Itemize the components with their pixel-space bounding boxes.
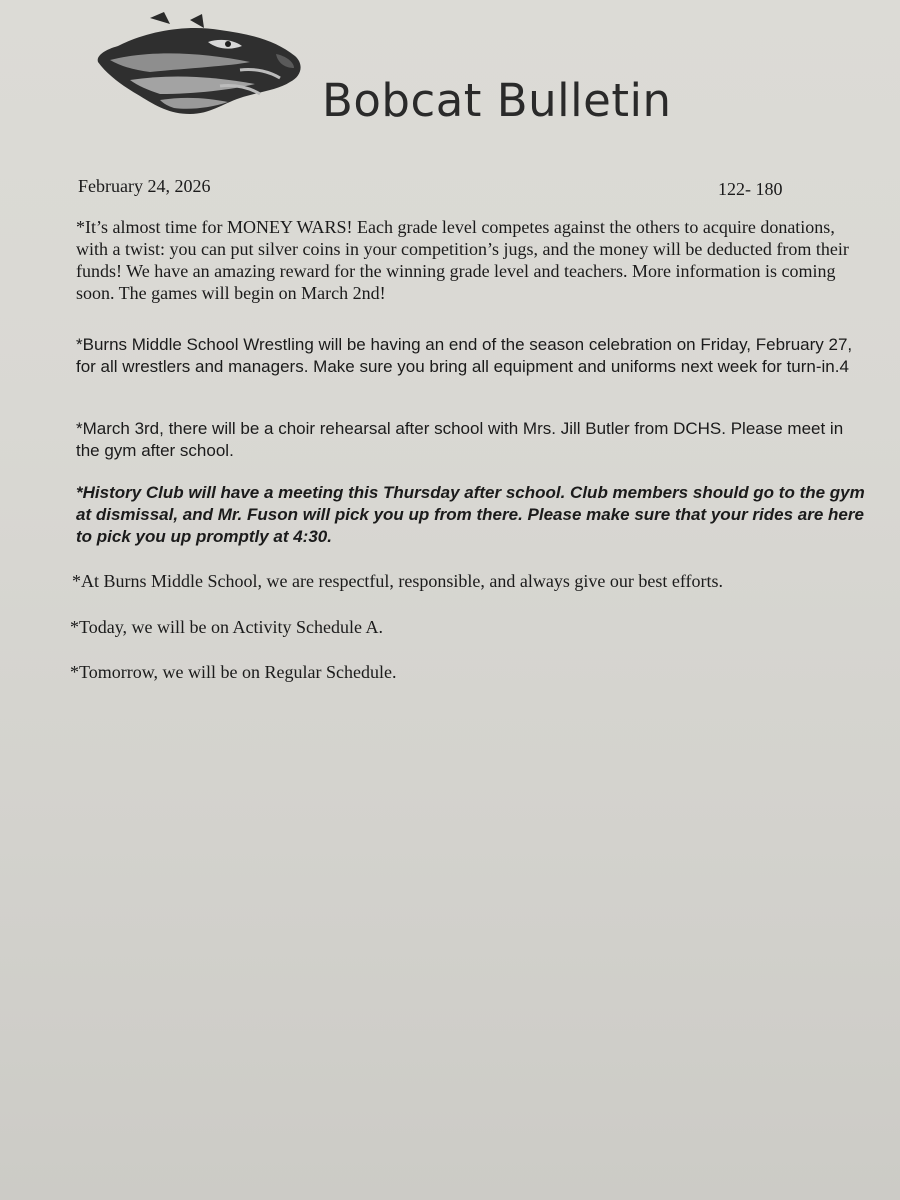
- announcement-tomorrow-schedule: *Tomorrow, we will be on Regular Schedule.: [70, 662, 397, 682]
- announcement-today-schedule: *Today, we will be on Activity Schedule A.: [70, 617, 384, 637]
- announcement-history-club: *History Club will have a meeting this Thursday after school. Club members should go to the gym at dismissal, and Mr. Fuson will pick you up from there. Please make sure that your rides are here to pick you up promptly at 4:30.: [76, 483, 865, 546]
- bobcat-head-icon: [90, 10, 310, 120]
- announcement-money-wars: *It’s almost time for MONEY WARS! Each grade level competes against the others to acquire donations, with a twist: you can put silver coins in your competition’s jugs, and the money will be deducted from their funds! We have an amazing reward for the winning grade level and teachers. More information is coming soon. The games will begin on March 2nd!: [76, 217, 849, 303]
- announcement-wrestling: *Burns Middle School Wrestling will be having an end of the season celebration on Friday, February 27, for all wrestlers and managers. Make sure you bring all equipment and uniforms next week for turn-in.4: [76, 335, 853, 376]
- bulletin-date: February 24, 2026: [78, 176, 211, 196]
- announcement-school-values: *At Burns Middle School, we are respectful, responsible, and always give our best efforts.: [72, 571, 724, 591]
- day-count: 122- 180: [718, 179, 783, 199]
- announcement-choir: *March 3rd, there will be a choir rehearsal after school with Mrs. Jill Butler from DCHS. Please meet in the gym after school.: [76, 419, 844, 460]
- bulletin-title: Bobcat Bulletin: [322, 74, 672, 127]
